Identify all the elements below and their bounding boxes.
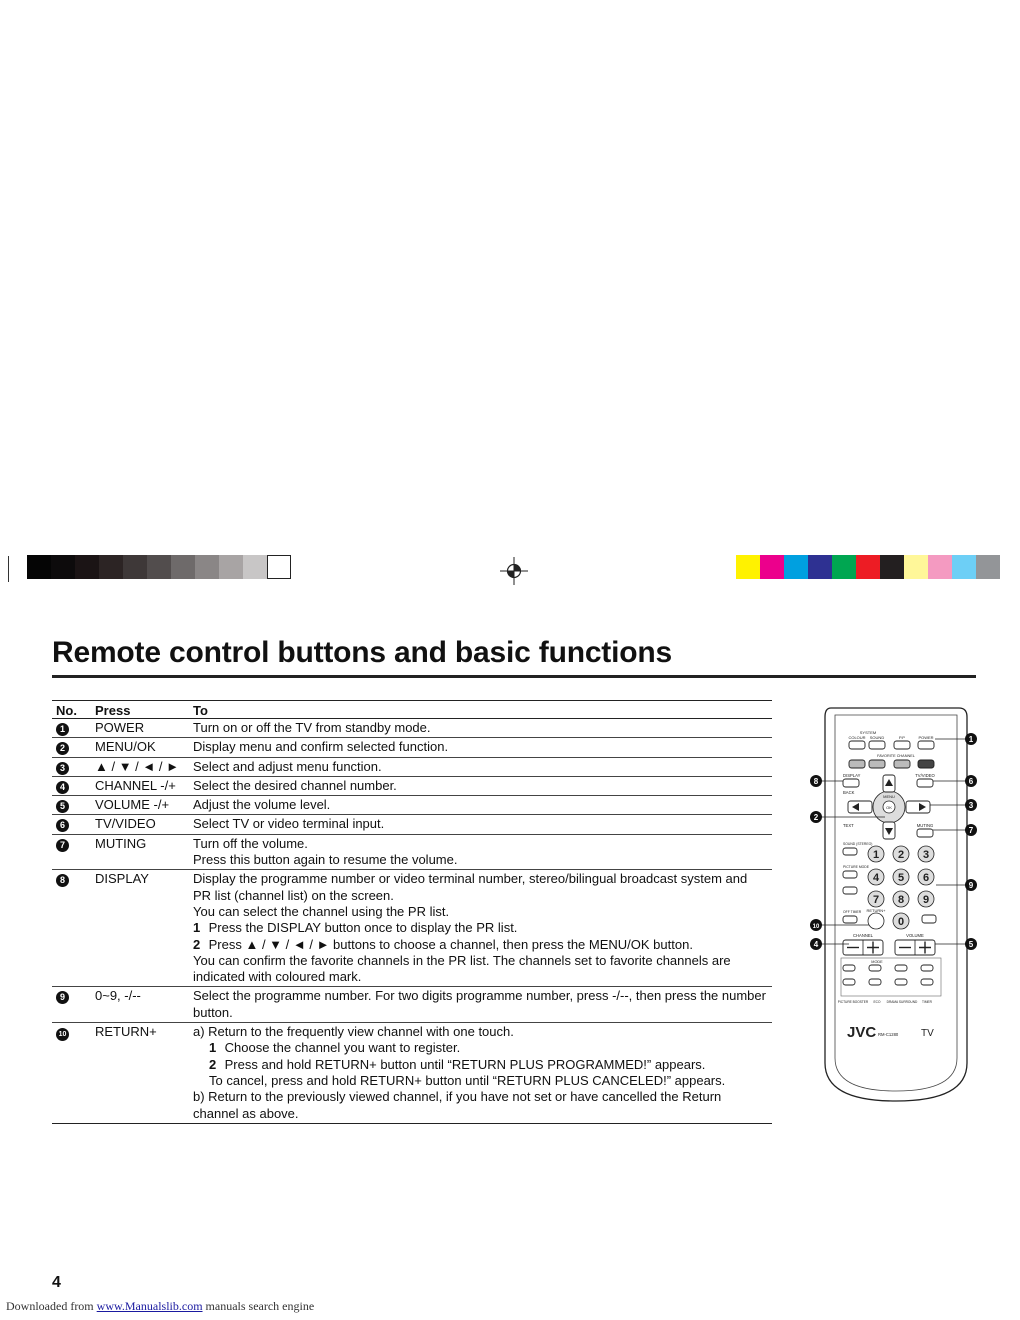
description-line: [193, 953, 768, 986]
row-number-badge: 1: [56, 723, 69, 736]
digit-label-0: 0: [897, 916, 905, 928]
table-row: [52, 870, 772, 987]
description-line: [193, 816, 768, 832]
tv-label: TV: [921, 1028, 934, 1039]
to-cell: [189, 834, 772, 870]
teletext-top-button-0: [843, 965, 855, 971]
row-number-cell: [52, 776, 91, 795]
grayscale-calibration-bar: [27, 555, 291, 579]
row-number-badge: 4: [56, 781, 69, 794]
text-label: TEXT: [843, 823, 854, 828]
return-button: [868, 913, 884, 929]
press-cell: RETURN+: [91, 1023, 189, 1124]
description-text: Press this button again to resume the volume.: [193, 852, 458, 868]
picture-label: PICTURE MODE: [843, 865, 869, 869]
gray-swatch-6: [171, 555, 195, 579]
row-number-cell: [52, 719, 91, 738]
callout-return-number: 10: [812, 924, 820, 930]
step-number: 2: [209, 1056, 217, 1072]
color-swatch-8: [928, 555, 952, 579]
description-line: [193, 1073, 768, 1089]
description-line: [193, 836, 768, 852]
callout-arrows-number: 3: [968, 801, 974, 810]
step-number: 2: [193, 936, 201, 952]
digit-label-6: 6: [922, 872, 930, 884]
row-number-cell: [52, 834, 91, 870]
to-cell: [189, 738, 772, 757]
description-text: Press and hold RETURN+ button until “RETURN PLUS PROGRAMMED!” appears.: [224, 1056, 706, 1072]
press-cell: MENU/OK: [91, 738, 189, 757]
to-cell: [189, 776, 772, 795]
row-number-cell: [52, 870, 91, 987]
description-text: Press ▲ / ▼ / ◄ / ► buttons to choose a channel, then press the MENU/OK button.: [208, 936, 693, 952]
gray-swatch-9: [243, 555, 267, 579]
row-number-badge: 9: [56, 991, 69, 1004]
table-row: [52, 719, 772, 738]
digit-label-7: 7: [872, 894, 880, 906]
row-number-cell: [52, 1023, 91, 1124]
description-text: To cancel, press and hold RETURN+ button until “RETURN PLUS CANCELED!” appears.: [209, 1072, 726, 1088]
table-row: [52, 796, 772, 815]
description-line: [193, 759, 768, 775]
favorite-button-3: [918, 760, 934, 768]
to-cell: [189, 796, 772, 815]
description-text: b) Return to the previously viewed channel, if you have not set or have cancelled the Return channel as above.: [193, 1089, 722, 1121]
bottom-label-3: TIMER: [922, 1000, 932, 1004]
color-swatch-10: [976, 555, 1000, 579]
table-row: [52, 815, 772, 834]
right-button: [906, 801, 930, 813]
description-line: [193, 778, 768, 794]
callout-menu-ok-number: 2: [813, 813, 819, 822]
callout-channel-number: 4: [813, 940, 819, 949]
color-swatch-2: [784, 555, 808, 579]
description-line: [193, 720, 768, 736]
row-number-cell: [52, 796, 91, 815]
teletext-bottom-button-1: [869, 979, 881, 985]
digit-label-3: 3: [922, 849, 930, 861]
row-number-cell: [52, 815, 91, 834]
favorite-button-0: [849, 760, 865, 768]
row-number-badge: 5: [56, 800, 69, 813]
to-cell: [189, 870, 772, 987]
favorite-label: FAVORITE CHANNEL: [877, 754, 915, 758]
sound-button: [843, 848, 857, 855]
description-line: [193, 1040, 768, 1056]
row-number-badge: 10: [56, 1028, 69, 1041]
header-to: To: [189, 701, 772, 719]
digit-label-4: 4: [872, 872, 880, 884]
top-button-2: [894, 741, 910, 749]
registration-line: [8, 556, 9, 582]
teletext-top-button-2: [895, 965, 907, 971]
system-label: SYSTEM: [859, 730, 877, 735]
gray-swatch-5: [147, 555, 171, 579]
menu-label: MENU: [883, 794, 895, 799]
description-text: Turn off the volume.: [193, 835, 308, 851]
volume-label: VOLUME: [906, 933, 924, 938]
description-line: [193, 739, 768, 755]
registration-crosshair-icon: [500, 557, 528, 585]
press-cell: POWER: [91, 719, 189, 738]
callout-muting-number: 7: [968, 826, 974, 835]
gray-swatch-2: [75, 555, 99, 579]
header-no: No.: [52, 701, 91, 719]
row-number-cell: [52, 757, 91, 776]
digit-label-5: 5: [897, 872, 905, 884]
description-text: Display the programme number or video terminal number, stereo/bilingual broadcast system and PR list (channel list) on the screen.: [193, 871, 748, 903]
muting-label: MUTING: [916, 823, 934, 828]
title-rule: [52, 675, 976, 678]
callout-volume-number: 5: [968, 940, 974, 949]
row-number-badge: 7: [56, 839, 69, 852]
callout-display-number: 8: [813, 777, 819, 786]
digit-label-8: 8: [897, 894, 905, 906]
description-line: [193, 797, 768, 813]
row-number-badge: 8: [56, 874, 69, 887]
press-cell: VOLUME -/+: [91, 796, 189, 815]
top-label-2: P.P: [899, 735, 905, 740]
table-row: [52, 738, 772, 757]
teletext-bottom-button-2: [895, 979, 907, 985]
color-swatch-9: [952, 555, 976, 579]
brand-logo: JVC: [847, 1024, 877, 1041]
remote-control-illustration: [805, 703, 987, 1105]
bottom-label-1: ECO: [873, 1000, 881, 1004]
gray-swatch-8: [219, 555, 243, 579]
description-text: a) Return to the frequently view channel with one touch.: [193, 1024, 514, 1040]
stereo-button: [843, 887, 857, 894]
teletext-top-button-1: [869, 965, 881, 971]
callout-tv-video-number: 6: [968, 777, 974, 786]
description-line: [193, 920, 768, 936]
manualslib-link[interactable]: www.Manualslib.com: [96, 1299, 203, 1313]
tv-video-button: [917, 779, 933, 787]
description-line: [193, 852, 768, 868]
table-row: [52, 1023, 772, 1124]
press-cell: TV/VIDEO: [91, 815, 189, 834]
dash-button: [922, 915, 936, 923]
functions-table: [52, 700, 772, 1124]
teletext-top-button-3: [921, 965, 933, 971]
description-text: You can confirm the favorite channels in the PR list. The channels set to favorite channels are indicated with coloured mark.: [193, 952, 731, 985]
to-cell: [189, 987, 772, 1023]
to-cell: [189, 815, 772, 834]
table-row: [52, 757, 772, 776]
row-number-badge: 6: [56, 819, 69, 832]
gray-swatch-0: [27, 555, 51, 579]
gray-swatch-3: [99, 555, 123, 579]
color-swatch-5: [856, 555, 880, 579]
row-number-cell: [52, 987, 91, 1023]
description-text: Select the desired channel number.: [193, 777, 397, 793]
description-line: [193, 937, 768, 953]
row-number-cell: [52, 738, 91, 757]
gray-swatch-4: [123, 555, 147, 579]
to-cell: [189, 719, 772, 738]
sound-label: SOUND (STEREO): [843, 842, 873, 846]
step-number: 1: [209, 1040, 217, 1056]
description-text: Choose the channel you want to register.: [224, 1040, 461, 1056]
off-timer-button: [843, 916, 857, 923]
color-swatch-6: [880, 555, 904, 579]
color-swatch-0: [736, 555, 760, 579]
table-row: [52, 834, 772, 870]
description-line: [193, 1024, 768, 1040]
description-text: You can select the channel using the PR list.: [193, 903, 450, 919]
description-line: [193, 988, 768, 1021]
row-number-badge: 2: [56, 742, 69, 755]
muting-button: [917, 829, 933, 837]
top-button-3: [918, 741, 934, 749]
picture-button: [843, 871, 857, 878]
ok-label: OK: [886, 805, 892, 810]
model-label: RM-C1280: [878, 1032, 899, 1037]
favorite-button-1: [869, 760, 885, 768]
top-button-1: [869, 741, 885, 749]
top-label-3: POWER: [918, 735, 934, 740]
to-cell: [189, 757, 772, 776]
table-row: [52, 987, 772, 1023]
description-text: Select and adjust menu function.: [193, 758, 382, 774]
digit-label-1: 1: [872, 849, 880, 861]
return-label: RETURN+: [866, 908, 886, 913]
footer-suffix: manuals search engine: [202, 1299, 315, 1313]
color-swatch-1: [760, 555, 784, 579]
top-button-0: [849, 741, 865, 749]
color-calibration-bar: [736, 555, 1000, 579]
page-number: 4: [52, 1274, 61, 1291]
footer-credit: [6, 1299, 314, 1314]
row-number-badge: 3: [56, 762, 69, 775]
description-line: [193, 871, 768, 904]
color-swatch-7: [904, 555, 928, 579]
bottom-label-0: PICTURE BOOSTER: [837, 1000, 869, 1004]
table-header-row: [52, 701, 772, 719]
gray-swatch-7: [195, 555, 219, 579]
tv-video-label: TV/VIDEO: [915, 773, 935, 778]
callout-power-number: 1: [968, 735, 974, 744]
description-line: [193, 1057, 768, 1073]
table-row: [52, 776, 772, 795]
gray-swatch-10: [267, 555, 291, 579]
description-line: [193, 904, 768, 920]
press-cell: MUTING: [91, 834, 189, 870]
mode-label: MODE: [871, 960, 883, 964]
channel-label: CHANNEL: [852, 933, 874, 938]
press-cell: CHANNEL -/+: [91, 776, 189, 795]
page-title: Remote control buttons and basic functions: [52, 636, 672, 669]
digit-label-9: 9: [922, 894, 930, 906]
color-swatch-3: [808, 555, 832, 579]
digit-label-2: 2: [897, 849, 905, 861]
to-cell: [189, 1023, 772, 1124]
favorite-button-2: [894, 760, 910, 768]
description-text: Turn on or off the TV from standby mode.: [193, 720, 431, 735]
description-text: Press the DISPLAY button once to display the PR list.: [208, 920, 518, 936]
press-cell: DISPLAY: [91, 870, 189, 987]
description-text: Select the programme number. For two digits programme number, press -/--, then press the number button.: [193, 988, 766, 1020]
display-button: [843, 779, 859, 787]
press-cell: 0~9, -/--: [91, 987, 189, 1023]
teletext-bottom-button-0: [843, 979, 855, 985]
display-label: DISPLAY: [843, 773, 861, 778]
callout-digits-number: 9: [968, 881, 974, 890]
press-cell: ▲ / ▼ / ◄ / ►: [91, 757, 189, 776]
back-label: BACK: [843, 790, 855, 795]
off-timer-label: OFF TIMER: [843, 910, 862, 914]
description-text: Select TV or video terminal input.: [193, 816, 385, 832]
step-number: 1: [193, 920, 201, 936]
left-button: [848, 801, 872, 813]
teletext-bottom-button-3: [921, 979, 933, 985]
header-press: Press: [91, 701, 189, 719]
description-line: [193, 1089, 768, 1122]
description-text: Adjust the volume level.: [193, 797, 331, 813]
description-text: Display menu and confirm selected function.: [193, 739, 449, 755]
bottom-label-2: DRAMA SURROUND: [886, 1000, 918, 1004]
color-swatch-4: [832, 555, 856, 579]
top-label-1: SOUND: [869, 735, 885, 740]
top-label-0: COLOUR: [848, 735, 866, 740]
footer-prefix: Downloaded from: [6, 1299, 97, 1313]
gray-swatch-1: [51, 555, 75, 579]
